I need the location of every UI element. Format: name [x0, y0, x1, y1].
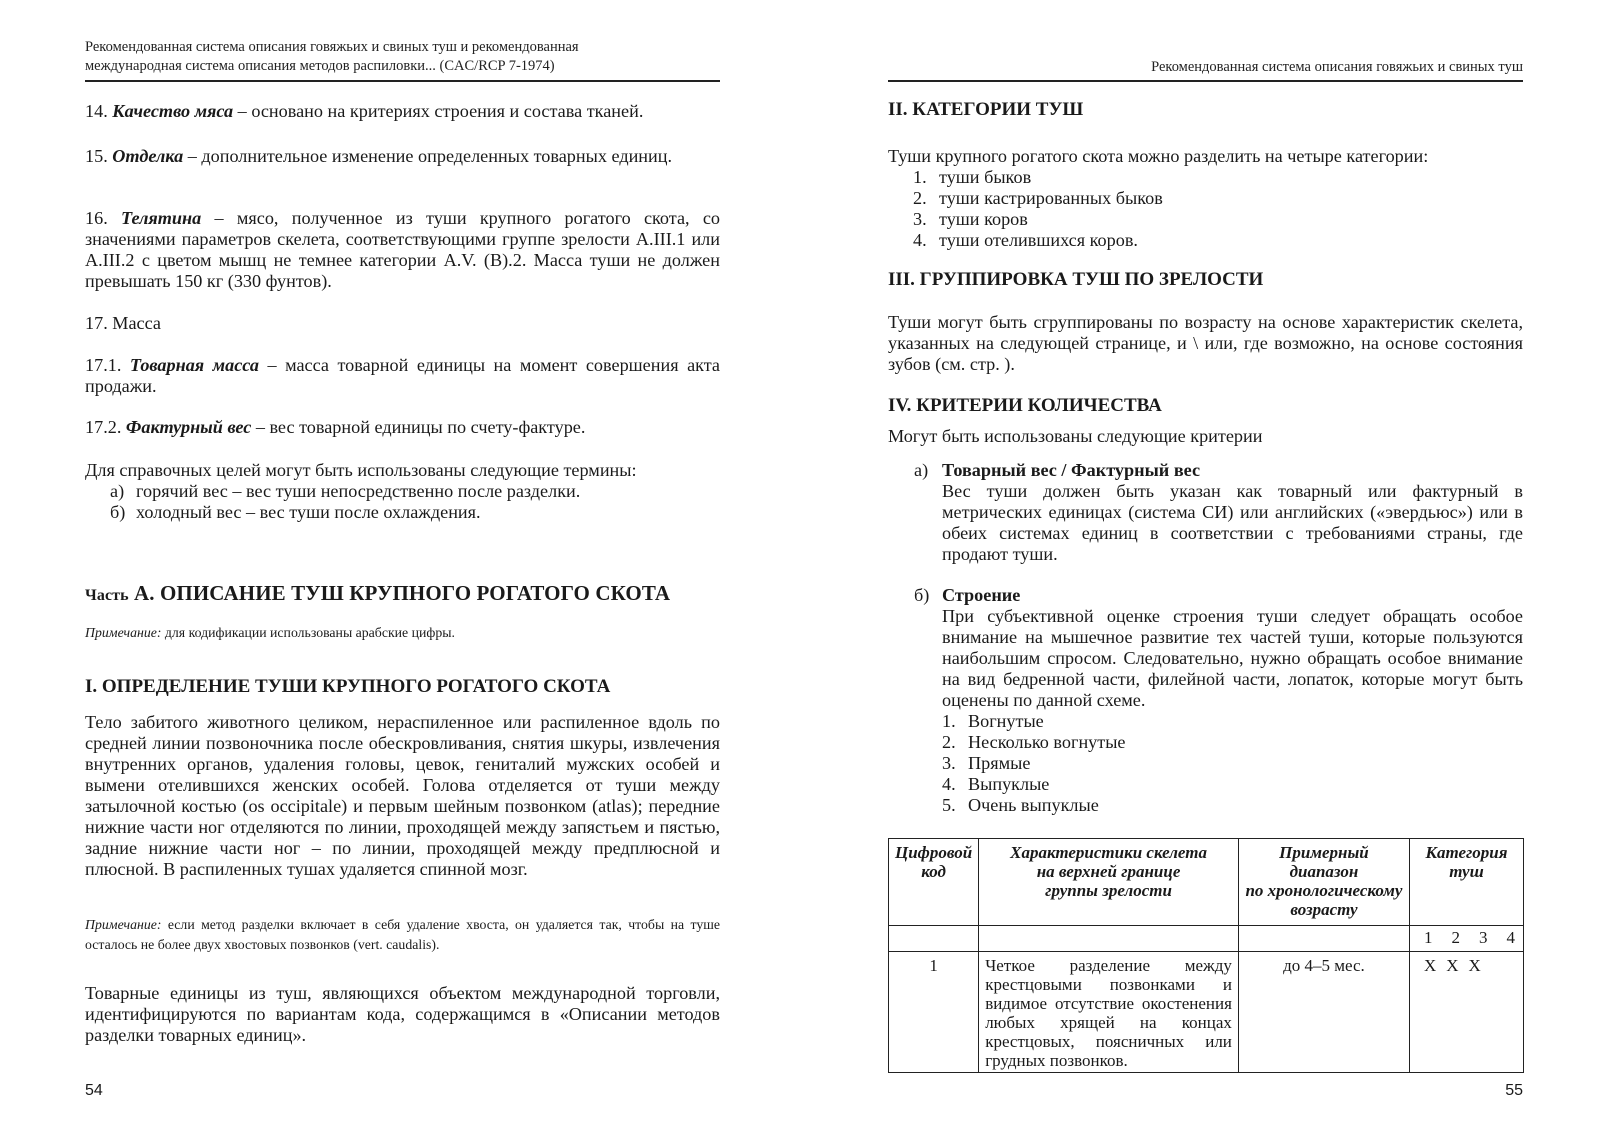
- item-num: 4.: [942, 774, 956, 794]
- note-text: для кодификации использованы арабские цифры.: [161, 625, 455, 640]
- criterion-a: [888, 460, 1523, 565]
- criterion-title: Строение: [942, 585, 1021, 605]
- section-title: II. КАТЕГОРИИ ТУШ: [888, 99, 1084, 120]
- part-prefix: Часть: [85, 587, 129, 604]
- definition-17: [85, 313, 720, 334]
- row-categories: [1409, 952, 1523, 1073]
- def-num: 17.2.: [85, 417, 122, 437]
- def-term: Фактурный вес: [125, 417, 252, 437]
- list-item: [942, 774, 1523, 795]
- list-item: [942, 711, 1523, 732]
- header-line: Категория: [1425, 843, 1508, 862]
- row-code: 1: [889, 952, 979, 1073]
- criterion-text: Вес туши должен быть указан как товарный или фактурный в метрических единицах (система СИ) или английских («эвердьюс») или в обеих системах единиц в соответствии с требованиями страны, где продают туши.: [942, 481, 1523, 564]
- item-text: Несколько вогнутые: [968, 732, 1126, 752]
- header-line: на верхней границе: [1036, 862, 1181, 881]
- item-label: а): [110, 481, 125, 501]
- paragraph: Туши могут быть сгруппированы по возрасту на основе характеристик скелета, указанных на следующей странице, и \ или, где возможно, на основе состояния зубов (см. стр. ).: [888, 312, 1523, 374]
- section-4-heading: [888, 395, 1523, 417]
- paragraph: Товарные единицы из туш, являющихся объектом международной торговли, идентифицируются по вариантам кода, содержащимся в «Описании методов разделки товарных единиц».: [85, 983, 720, 1045]
- item-num: 1.: [942, 711, 956, 731]
- header-rule: [888, 80, 1523, 82]
- definition-14: [85, 101, 720, 122]
- def-num: 16.: [85, 208, 108, 228]
- list-item: [888, 167, 1523, 188]
- section-4-intro: [888, 426, 1523, 447]
- section-1-text: [85, 712, 720, 880]
- list-item: [85, 481, 720, 502]
- item-label: б): [110, 502, 126, 522]
- category-number: 3: [1478, 928, 1488, 947]
- def-term: Отделка: [112, 146, 184, 166]
- def-text: – вес товарной единицы по счету-фактуре.: [251, 417, 586, 437]
- section-1-note: [85, 915, 720, 955]
- def-text: – дополнительное изменение определенных товарных единиц.: [183, 146, 673, 166]
- running-header-right: Рекомендованная система описания говяжьих и свиных туш: [1151, 59, 1523, 75]
- row-age: до 4–5 мес.: [1238, 952, 1409, 1073]
- item-num: 3.: [913, 209, 927, 229]
- header-rule: [85, 80, 720, 82]
- section-3-heading: [888, 269, 1523, 291]
- section-2-body: [888, 146, 1523, 251]
- empty-cell: [1238, 926, 1409, 952]
- section-3-text: [888, 312, 1523, 375]
- reference-terms: [85, 460, 720, 523]
- item-text: туши кастрированных быков: [939, 188, 1163, 208]
- header-line: Примерный: [1279, 843, 1369, 862]
- category-mark: X: [1446, 956, 1459, 975]
- category-number: 2: [1451, 928, 1460, 947]
- section-1-heading: [85, 676, 720, 698]
- header-line: диапазон: [1289, 862, 1359, 881]
- section-title: I. ОПРЕДЕЛЕНИЕ ТУШИ КРУПНОГО РОГАТОГО СКОТА: [85, 676, 611, 697]
- category-number: 1: [1423, 928, 1433, 947]
- page-number-left: 54: [85, 1082, 103, 1099]
- definition-17-2: [85, 417, 720, 438]
- note-text: если метод разделки включает в себя удаление хвоста, он удаляется так, чтобы на туше осталось не более двух хвостовых позвонков (vert. caudalis).: [85, 917, 720, 952]
- item-text: горячий вес – вес туши непосредственно после разделки.: [136, 481, 581, 501]
- note-label: Примечание:: [85, 917, 162, 932]
- reference-intro: Для справочных целей могут быть использованы следующие термины:: [85, 460, 637, 480]
- item-num: 1.: [913, 167, 927, 187]
- def-term: Качество мяса: [112, 101, 234, 121]
- item-text: Вогнутые: [968, 711, 1044, 731]
- criterion-text: При субъективной оценке строения туши следует обращать особое внимание на мышечное развитие тех частей туши, которые пользуются наибольшим спросом. Следовательно, нужно обращать особое внимание на вид бедренной части, филейной части, лопаток, которые могут быть оценены по данной схеме.: [942, 606, 1523, 710]
- table-header-row: [889, 839, 1524, 926]
- header-line: группы зрелости: [1045, 881, 1172, 900]
- def-num: 15.: [85, 146, 108, 166]
- item-text: Выпуклые: [968, 774, 1050, 794]
- item-num: 4.: [913, 230, 927, 250]
- category-mark: X: [1423, 956, 1437, 975]
- def-num: 17.1.: [85, 355, 122, 375]
- section-1-text-2: [85, 983, 720, 1046]
- item-text: туши коров: [939, 209, 1028, 229]
- paragraph: Тело забитого животного целиком, нераспиленное или распиленное вдоль по средней линии позвоночника после обескровливания, снятия шкуры, извлечения внутренних органов, удаления головы, цевок, гениталий мужских особей и вымени отелившихся женских особей. Голова отделяется от туши между затылочной костью (os occipitale) и первым шейным позвонком (atlas); передние нижние части ног отделяются по линии, проходящей между запястьем и пястью, задние нижние части ног – по линии, проходящей между предплюсной и плюсной. В распиленных тушах удаляется спинной мозг.: [85, 712, 720, 879]
- def-text: – основано на критериях строения и состава тканей.: [233, 101, 644, 121]
- category-number-row: [889, 926, 1524, 952]
- header-code: [889, 839, 979, 926]
- section-title: III. ГРУППИРОВКА ТУШ ПО ЗРЕЛОСТИ: [888, 269, 1264, 290]
- criterion-title: Товарный вес / Фактурный вес: [942, 460, 1201, 480]
- list-item: [942, 795, 1523, 816]
- list-item: [888, 209, 1523, 230]
- empty-cell: [979, 926, 1239, 952]
- header-line-1: Рекомендованная система описания говяжьих и свиных туш и рекомендованная: [85, 39, 579, 55]
- definition-16: [85, 208, 720, 292]
- list-item: [888, 188, 1523, 209]
- def-17-title: 17. Масса: [85, 313, 161, 333]
- header-category: [1409, 839, 1523, 926]
- section-title: IV. КРИТЕРИИ КОЛИЧЕСТВА: [888, 395, 1162, 416]
- list-item: [942, 753, 1523, 774]
- criterion-label: б): [914, 585, 930, 605]
- running-header-left: [85, 38, 720, 76]
- item-text: Очень выпуклые: [968, 795, 1099, 815]
- def-term: Телятина: [121, 208, 202, 228]
- paragraph: Могут быть использованы следующие критерии: [888, 426, 1263, 446]
- item-num: 3.: [942, 753, 956, 773]
- table-row: [889, 952, 1524, 1073]
- category-mark: X: [1468, 956, 1481, 975]
- left-page: [85, 0, 720, 1132]
- part-note: [85, 623, 720, 643]
- page-number-right: 55: [1505, 1082, 1523, 1099]
- header-line: Характеристики скелета: [1010, 843, 1207, 862]
- paragraph: Туши крупного рогатого скота можно разделить на четыре категории:: [888, 146, 1429, 166]
- item-num: 2.: [942, 732, 956, 752]
- note-label: Примечание:: [85, 625, 162, 640]
- category-number: 4: [1506, 928, 1515, 947]
- definition-17-1: [85, 355, 720, 397]
- def-term: Товарная масса: [129, 355, 259, 375]
- maturity-table: [888, 838, 1524, 1073]
- def-text: – мясо, полученное из туши крупного рогатого скота, со значениями параметров скелета, соответствующими группе зрелости A.III.1 или A.III.2 с цветом мышц не темнее категории A.V. (B).2. Масса туши не должен превышать 150 кг (330 фунтов).: [85, 208, 721, 291]
- header-line: туш: [1449, 862, 1484, 881]
- item-text: туши быков: [939, 167, 1032, 187]
- item-text: холодный вес – вес туши после охлаждения.: [136, 502, 481, 522]
- right-page: [888, 0, 1523, 1132]
- item-num: 2.: [913, 188, 927, 208]
- empty-cell: [889, 926, 979, 952]
- criterion-label: а): [914, 460, 929, 480]
- part-heading: [85, 582, 720, 607]
- category-numbers: [1409, 926, 1523, 952]
- definition-15: [85, 146, 720, 167]
- def-text: – масса товарной единицы на момент совершения акта продажи.: [85, 355, 720, 396]
- header-line: возрасту: [1290, 900, 1358, 919]
- item-text: туши отелившихся коров.: [939, 230, 1138, 250]
- item-text: Прямые: [968, 753, 1031, 773]
- section-2-heading: [888, 99, 1523, 121]
- header-age: [1238, 839, 1409, 926]
- list-item: [85, 502, 720, 523]
- list-item: [942, 732, 1523, 753]
- row-description: Четкое разделение между крестцовыми позвонками и видимое отсутствие окостенения любых хрящей на концах крестцовых, поясничных или грудных позвонков.: [979, 952, 1239, 1073]
- def-num: 14.: [85, 101, 108, 121]
- criterion-b: [888, 585, 1523, 816]
- item-num: 5.: [942, 795, 956, 815]
- part-title: А. ОПИСАНИЕ ТУШ КРУПНОГО РОГАТОГО СКОТА: [128, 581, 671, 605]
- header-line: по хронологическому: [1245, 881, 1403, 900]
- header-skeleton: [979, 839, 1239, 926]
- list-item: [888, 230, 1523, 251]
- header-line-2: международная система описания методов распиловки... (CAC/RCP 7-1974): [85, 58, 555, 74]
- header-code-text: Цифровой код: [895, 843, 973, 881]
